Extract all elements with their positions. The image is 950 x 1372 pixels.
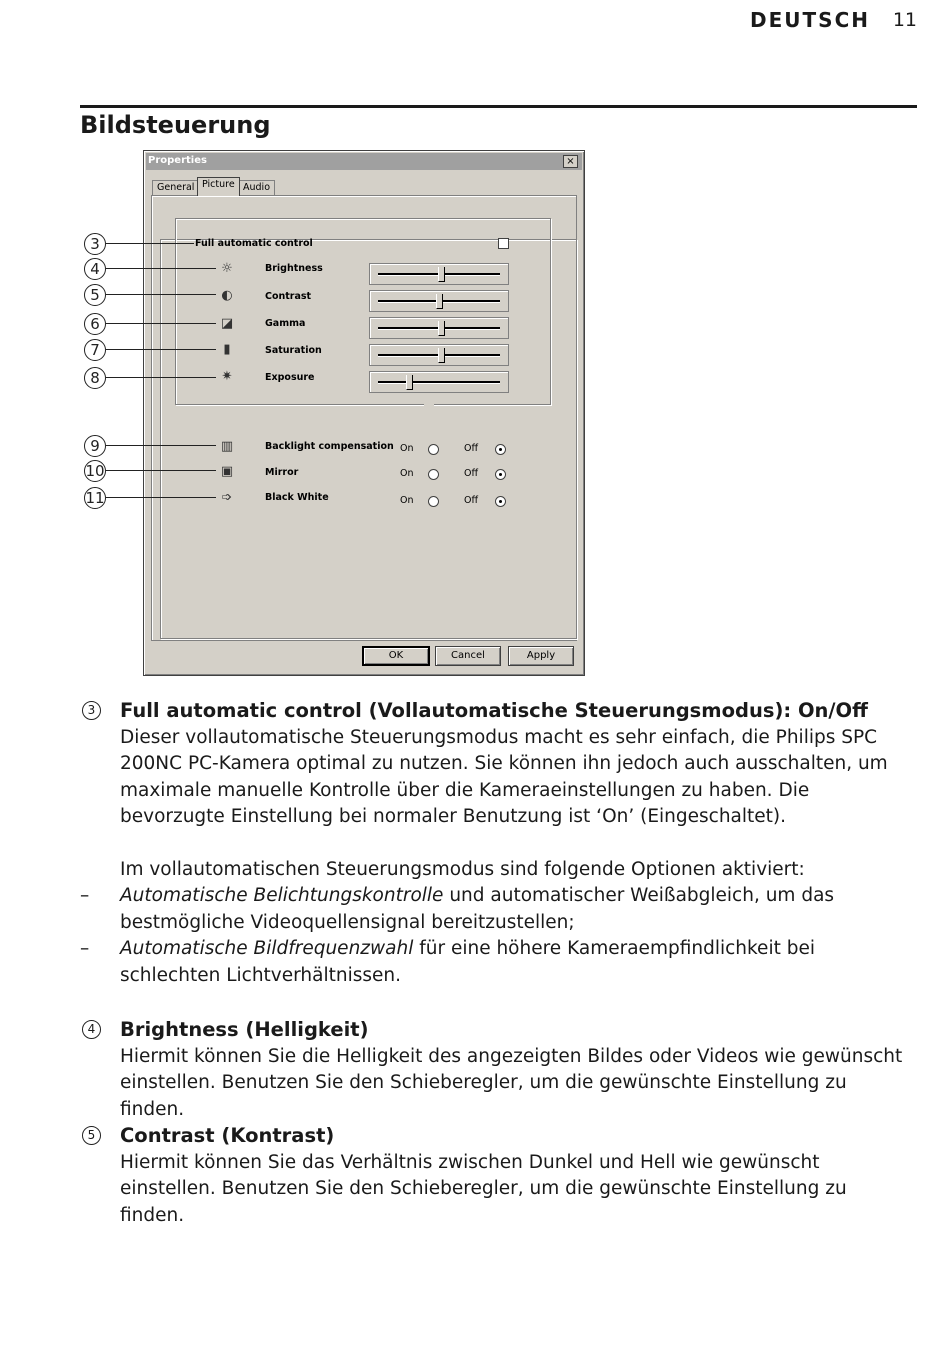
callout-9: 9 [84, 435, 106, 457]
callout-6: 6 [84, 313, 106, 335]
bullet-emphasis: Automatische Belichtungskontrolle [120, 885, 444, 906]
page-number: 11 [892, 9, 917, 31]
close-icon[interactable]: × [563, 155, 578, 168]
callout-11: 11 [85, 489, 105, 507]
section-heading: Full automatic control (Vollautomatische Steuerungsmodus): On/Off [120, 699, 868, 722]
section-heading: Contrast (Kontrast) [120, 1124, 335, 1147]
black-white-on-label: On [400, 495, 414, 506]
section-contrast [80, 1123, 910, 1229]
saturation-icon: ▮ [223, 342, 231, 357]
header-rule [80, 105, 917, 108]
exposure-label: Exposure [265, 372, 315, 383]
bullet-text: für eine höhere Kameraempfindlichkeit bei schlechten Lichtverhältnissen. [120, 938, 815, 986]
gamma-slider[interactable] [369, 317, 509, 339]
slider-thumb[interactable] [438, 348, 445, 363]
black-white-on-radio[interactable] [428, 496, 439, 507]
apply-button[interactable]: Apply [508, 646, 574, 666]
slider-thumb[interactable] [438, 267, 445, 282]
bullet-emphasis: Automatische Bildfrequenzwahl [120, 938, 414, 959]
page-title: Bildsteuerung [80, 111, 271, 139]
section-paragraph: Hiermit können Sie die Helligkeit des angezeigten Bildes oder Videos wie gewünscht einstellen. Benutzen Sie den Schieberegler, um die gewünschte Einstellung zu finden. [120, 1045, 903, 1120]
contrast-label: Contrast [265, 291, 312, 302]
leader-line [106, 445, 216, 446]
section-heading: Brightness (Helligkeit) [120, 1018, 369, 1041]
mirror-on-label: On [400, 468, 414, 479]
gamma-icon: ◪ [220, 316, 234, 331]
bullet-marker: – [80, 938, 90, 959]
contrast-icon: ◐ [221, 288, 233, 303]
leader-line [106, 243, 194, 244]
slider-thumb[interactable] [438, 321, 445, 336]
sun-icon: ☼ [221, 261, 233, 276]
cancel-button[interactable]: Cancel [435, 646, 501, 666]
mirror-label: Mirror [265, 467, 299, 478]
backlight-on-radio[interactable] [428, 444, 439, 455]
tab-audio[interactable]: Audio [238, 180, 275, 195]
leader-line [106, 323, 216, 324]
section-paragraph: Im vollautomatischen Steuerungsmodus sind folgende Optionen aktiviert: [120, 858, 805, 880]
dialog-titlebar [146, 153, 582, 170]
bullet-text: und automatischer Weißabgleich, um das bestmögliche Videoquellensignal bereitzustellen; [120, 885, 835, 933]
language-header: DEUTSCH [750, 8, 870, 32]
section-brightness [80, 1017, 910, 1123]
group-box-gap [424, 401, 434, 407]
callout-3: 3 [84, 233, 106, 255]
tab-general[interactable]: General [152, 180, 199, 195]
ok-button[interactable]: OK [362, 646, 430, 666]
black-white-off-radio[interactable] [495, 496, 506, 507]
exposure-icon: ✷ [221, 369, 233, 384]
slider-thumb[interactable] [406, 375, 413, 390]
leader-line [106, 377, 216, 378]
callout-10: 10 [85, 462, 105, 480]
section-paragraph: Hiermit können Sie das Verhältnis zwischen Dunkel und Hell wie gewünscht einstellen. Benutzen Sie den Schieberegler, um die gewünschte Einstellung zu finden. [120, 1151, 847, 1226]
leader-line [106, 497, 216, 498]
full-auto-label: Full automatic control [195, 238, 313, 249]
tab-picture[interactable]: Picture [197, 177, 240, 196]
backlight-on-label: On [400, 443, 414, 454]
section-paragraph: Dieser vollautomatische Steuerungsmodus macht es sehr einfach, die Philips SPC 200NC PC-Kamera optimal zu nutzen. Sie können ihn jedoch auch ausschalten, um maximale manuelle Kontrolle über die Kameraeinstellungen zu haben. Die bevorzugte Einstellung bei normaler Benutzung ist ‘On’ (Eingeschaltet). [120, 726, 888, 827]
dialog-title: Properties [148, 155, 207, 166]
callout-5: 5 [84, 284, 106, 306]
slider-track [378, 381, 500, 384]
mirror-off-radio[interactable] [495, 469, 506, 480]
backlight-label: Backlight compensation [265, 441, 394, 452]
mirror-on-radio[interactable] [428, 469, 439, 480]
callout-4: 4 [84, 258, 106, 280]
saturation-label: Saturation [265, 345, 322, 356]
backlight-icon: ▥ [220, 439, 234, 454]
leader-line [106, 294, 216, 295]
properties-dialog [143, 150, 585, 676]
contrast-slider[interactable] [369, 290, 509, 312]
mirror-off-label: Off [464, 468, 479, 479]
leader-line [106, 349, 216, 350]
callout-8: 8 [84, 367, 106, 389]
brightness-label: Brightness [265, 263, 323, 274]
exposure-slider[interactable] [369, 371, 509, 393]
black-white-label: Black White [265, 492, 329, 503]
leader-line [106, 268, 216, 269]
bullet-item [80, 883, 910, 936]
mirror-icon: ▣ [220, 464, 234, 479]
full-auto-checkbox[interactable] [498, 238, 509, 249]
leader-line [106, 470, 216, 471]
section-number: 5 [82, 1126, 101, 1145]
bullet-marker: – [80, 885, 90, 906]
black-white-icon: ➩ [221, 490, 233, 505]
backlight-off-radio[interactable] [495, 444, 506, 455]
bullet-item [80, 936, 910, 989]
callout-7: 7 [84, 339, 106, 361]
section-number: 4 [82, 1020, 101, 1039]
black-white-off-label: Off [464, 495, 479, 506]
section-full-auto [80, 698, 910, 989]
saturation-slider[interactable] [369, 344, 509, 366]
section-number: 3 [82, 701, 101, 720]
brightness-slider[interactable] [369, 263, 509, 285]
backlight-off-label: Off [464, 443, 479, 454]
gamma-label: Gamma [265, 318, 306, 329]
slider-thumb[interactable] [436, 294, 443, 309]
